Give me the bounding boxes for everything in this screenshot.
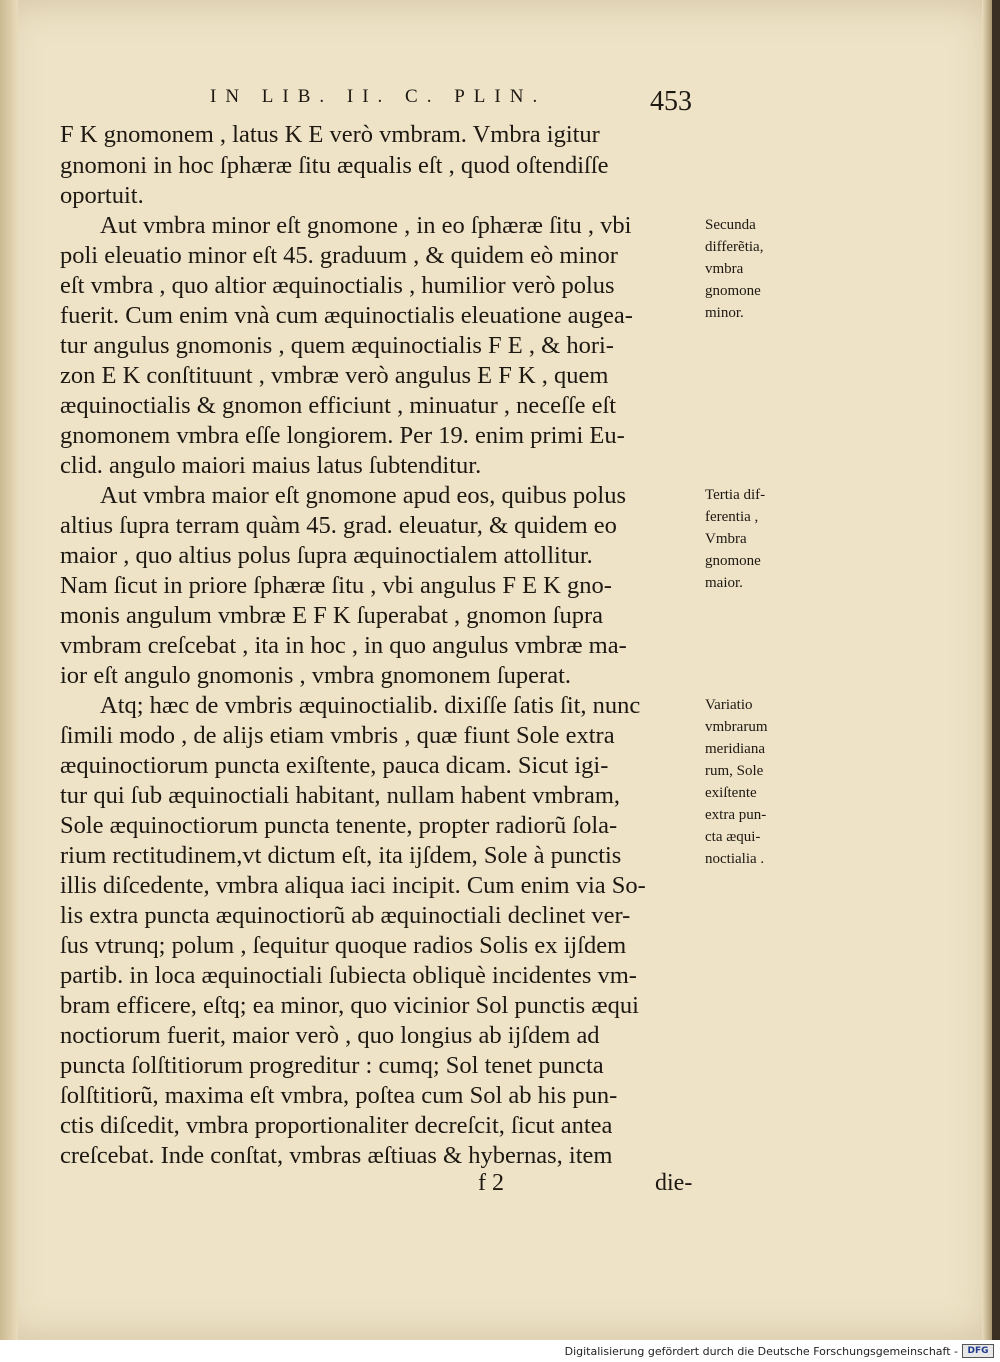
text-line: vmbram creſcebat , ita in hoc , in quo angulus vmbræ ma- xyxy=(60,632,627,659)
text-line: monis angulum vmbræ E F K ſuperabat , gnomon ſupra xyxy=(60,602,604,629)
text-line: creſcebat. Inde conſtat, vmbras æſtiuas & hybernas, item xyxy=(60,1142,613,1169)
margin-note-line: gnomone xyxy=(705,553,761,569)
text-line: poli eleuatio minor eſt 45. graduum , & quidem eò minor xyxy=(60,242,618,269)
text-line: F K gnomonem , latus K E verò vmbram. Vmbra igitur xyxy=(60,121,600,148)
text-line: altius ſupra terram quàm 45. grad. eleuatur, & quidem eo xyxy=(60,512,617,539)
margin-note xyxy=(705,214,805,324)
text-line: Aut vmbra minor eſt gnomone , in eo ſphæræ ſitu , vbi xyxy=(100,212,632,239)
page-number: 453 xyxy=(650,86,692,117)
text-line: gnomonem vmbra eſſe longiorem. Per 19. enim primi Eu- xyxy=(60,422,625,449)
dfg-logo-icon: DFG xyxy=(962,1344,994,1358)
text-line: oportuit. xyxy=(60,182,144,209)
margin-note xyxy=(705,484,805,594)
text-line: rium rectitudinem,vt dictum eſt, ita ijſdem, Sole à punctis xyxy=(60,842,622,869)
text-line: Sole æquinoctiorum puncta tenente, propter radiorũ ſola- xyxy=(60,812,618,839)
margin-note-line: Variatio xyxy=(705,697,753,713)
text-line: bram efficere, eſtq; ea minor, quo vicinior Sol punctis æqui xyxy=(60,992,639,1019)
text-line: ſus vtrunq; polum , ſequitur quoque radios Solis ex ijſdem xyxy=(60,932,627,959)
text-line: tur angulus gnomonis , quem æquinoctialis F E , & hori- xyxy=(60,332,614,359)
text-line: æquinoctiorum puncta exiſtente, pauca dicam. Sicut igi- xyxy=(60,752,609,779)
text-line: partib. in loca æquinoctiali ſubiecta obliquè incidentes vm- xyxy=(60,962,637,989)
margin-note xyxy=(705,694,805,870)
text-line: tur qui ſub æquinoctiali habitant, nullam habent vmbram, xyxy=(60,782,620,809)
text-line: æquinoctialis & gnomon efficiunt , minuatur , neceſſe eſt xyxy=(60,392,617,419)
text-line: Aut vmbra maior eſt gnomone apud eos, quibus polus xyxy=(100,482,626,509)
text-line: illis diſcedente, vmbra aliqua iaci incipit. Cum enim via So- xyxy=(60,872,646,899)
page-edge-shadow xyxy=(982,0,992,1340)
margin-note-line: gnomone xyxy=(705,283,761,299)
text-line: fuerit. Cum enim vnà cum æquinoctialis eleuatione augea- xyxy=(60,302,633,329)
text-line: maior , quo altius polus ſupra æquinoctialem attollitur. xyxy=(60,542,593,569)
text-line: ſimili modo , de alijs etiam vmbris , quæ fiunt Sole extra xyxy=(60,722,615,749)
margin-note-line: exiſtente xyxy=(705,785,757,801)
margin-note-line: extra pun- xyxy=(705,807,767,823)
margin-note-line: Tertia dif- xyxy=(705,487,766,503)
margin-note-line: ferentia , xyxy=(705,509,759,525)
margin-note-line: rum, Sole xyxy=(705,763,764,779)
margin-note-line: minor. xyxy=(705,305,744,321)
signature-mark: f 2 xyxy=(478,1170,504,1196)
text-line: Nam ſicut in priore ſphæræ ſitu , vbi angulus F E K gno- xyxy=(60,572,612,599)
margin-note-line: noctialia . xyxy=(705,851,765,867)
margin-note-line: cta æqui- xyxy=(705,829,761,845)
margin-note-line: Vmbra xyxy=(705,531,747,547)
text-line: zon E K conſtituunt , vmbræ verò angulus E F K , quem xyxy=(60,362,609,389)
text-line: clid. angulo maiori maius latus ſubtenditur. xyxy=(60,452,482,479)
margin-note-line: Secunda xyxy=(705,217,756,233)
text-line: ctis diſcedit, vmbra proportionaliter decreſcit, ſicut antea xyxy=(60,1112,613,1139)
margin-note-line: vmbra xyxy=(705,261,744,277)
margin-note-line: differẽtia, xyxy=(705,239,764,255)
text-line: gnomoni in hoc ſphæræ ſitu æqualis eſt , quod oſtendiſſe xyxy=(60,152,609,179)
text-line: lis extra puncta æquinoctiorũ ab æquinoctiali declinet ver- xyxy=(60,902,631,929)
text-line: ior eſt angulo gnomonis , vmbra gnomonem ſuperat. xyxy=(60,662,572,689)
page-gutter-shadow xyxy=(0,0,18,1340)
text-line: eſt vmbra , quo altior æquinoctialis , humilior verò polus xyxy=(60,272,615,299)
text-line: noctiorum fuerit, maior verò , quo longius ab ijſdem ad xyxy=(60,1022,600,1049)
text-line: ſolſtitiorũ, maxima eſt vmbra, poſtea cum Sol ab his pun- xyxy=(60,1082,618,1109)
margin-note-line: vmbrarum xyxy=(705,719,768,735)
margin-note-line: meridiana xyxy=(705,741,765,757)
text-line: Atq; hæc de vmbris æquinoctialib. dixiſſe ſatis ſit, nunc xyxy=(100,692,641,719)
margin-note-line: maior. xyxy=(705,575,743,591)
text-line: puncta ſolſtitiorum progreditur : cumq; Sol tenet puncta xyxy=(60,1052,604,1079)
running-title: IN LIB. II. C. PLIN. xyxy=(210,86,547,107)
digitization-note: Digitalisierung gefördert durch die Deutsche Forschungsgemeinschaft - xyxy=(564,1345,958,1358)
catchword: die- xyxy=(655,1170,693,1196)
